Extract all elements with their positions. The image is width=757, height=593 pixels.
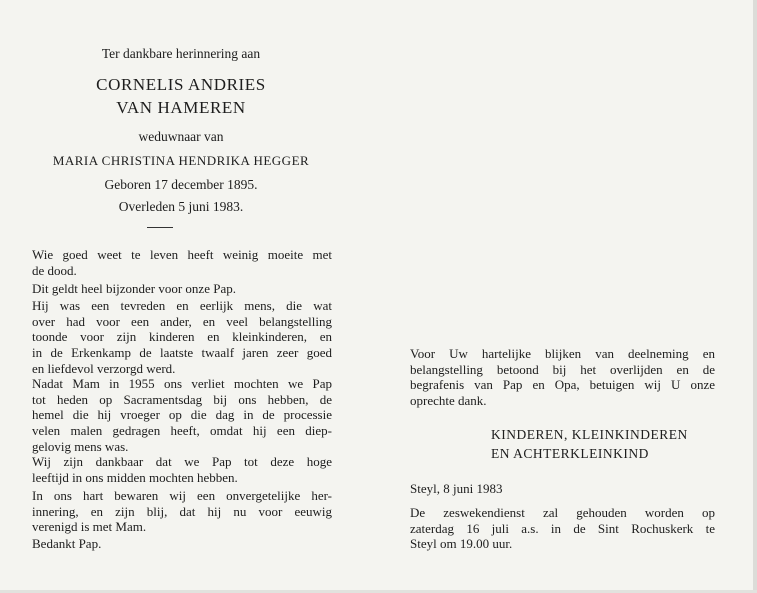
paragraph-1 [32, 247, 332, 278]
intro-line: Ter dankbare herinnering aan [101, 46, 261, 61]
paragraph-6 [32, 488, 332, 535]
paragraph-5 [32, 454, 332, 485]
signature-line1: KINDEREN, KLEINKINDEREN [491, 427, 688, 442]
paragraph-2 [32, 281, 332, 297]
text-line: toonde voor zijn kinderen en kleinkinderen, en [32, 329, 332, 345]
text-line: innering, en zijn blij, dat hij nu voor eeuwig [32, 503, 332, 519]
text-line: Steyl, 8 juni 1983 [410, 481, 503, 496]
divider-rule [147, 227, 173, 228]
text-line: Wij zijn dankbaar dat we Pap tot deze hoge [32, 454, 332, 469]
death-line: Overleden 5 juni 1983. [118, 199, 244, 214]
service-paragraph [410, 505, 715, 552]
text-line: Dit geldt heel bijzonder voor onze Pap. [32, 281, 236, 296]
text-line: gelovig mens was. [32, 438, 129, 454]
signature-line2: EN ACHTERKLEINKIND [491, 446, 649, 461]
widower-of-line: weduwnaar van [138, 129, 224, 144]
text-line: hemel die hij vroeger op die dag in de processie [32, 407, 332, 423]
paragraph-4 [32, 376, 332, 455]
spouse-name: MARIA CHRISTINA HENDRIKA HEGGER [52, 153, 310, 168]
place-date [410, 481, 715, 497]
text-line: Bedankt Pap. [32, 536, 102, 551]
text-line: Steyl om 19.00 uur. [410, 536, 513, 552]
text-line: en liefdevol verzorgd werd. [32, 360, 176, 376]
text-line: de dood. [32, 262, 77, 278]
text-line: verenigd is met Mam. [32, 519, 147, 535]
text-line: In ons hart bewaren wij een onvergetelijke her- [32, 488, 332, 503]
birth-line: Geboren 17 december 1895. [104, 177, 258, 192]
text-line: in de Erkenkamp de laatste twaalf jaren zeer goed [32, 345, 332, 361]
card-edge-right [753, 0, 757, 593]
deceased-name-line1: CORNELIS ANDRIES [96, 75, 266, 94]
text-line: leeftijd in ons midden mochten hebben. [32, 469, 238, 485]
text-line: over had voor een ander, en veel belangstelling [32, 313, 332, 329]
text-line: oprechte dank. [410, 393, 487, 409]
text-line: Wie goed weet te leven heeft weinig moeite met [32, 247, 332, 262]
thanks-paragraph [410, 346, 715, 409]
text-line: velen malen gedragen heeft, omdat hij een diep- [32, 423, 332, 439]
deceased-name-line2: VAN HAMEREN [116, 98, 246, 117]
paragraph-3 [32, 298, 332, 377]
text-line: belangstelling betoond bij het overlijden en de [410, 361, 715, 377]
text-line: Hij was een tevreden en eerlijk mens, die wat [32, 298, 332, 313]
text-line: Voor Uw hartelijke blijken van deelneming en [410, 346, 715, 361]
text-line: De zeswekendienst zal gehouden worden op [410, 505, 715, 520]
paragraph-7 [32, 536, 332, 552]
text-line: Nadat Mam in 1955 ons verliet mochten we Pap [32, 376, 332, 391]
text-line: begrafenis van Pap en Opa, betuigen wij U onze [410, 377, 715, 393]
text-line: zaterdag 16 juli a.s. in de Sint Rochuskerk te [410, 520, 715, 536]
text-line: tot heden op Sacramentsdag bij ons hebben, de [32, 391, 332, 407]
